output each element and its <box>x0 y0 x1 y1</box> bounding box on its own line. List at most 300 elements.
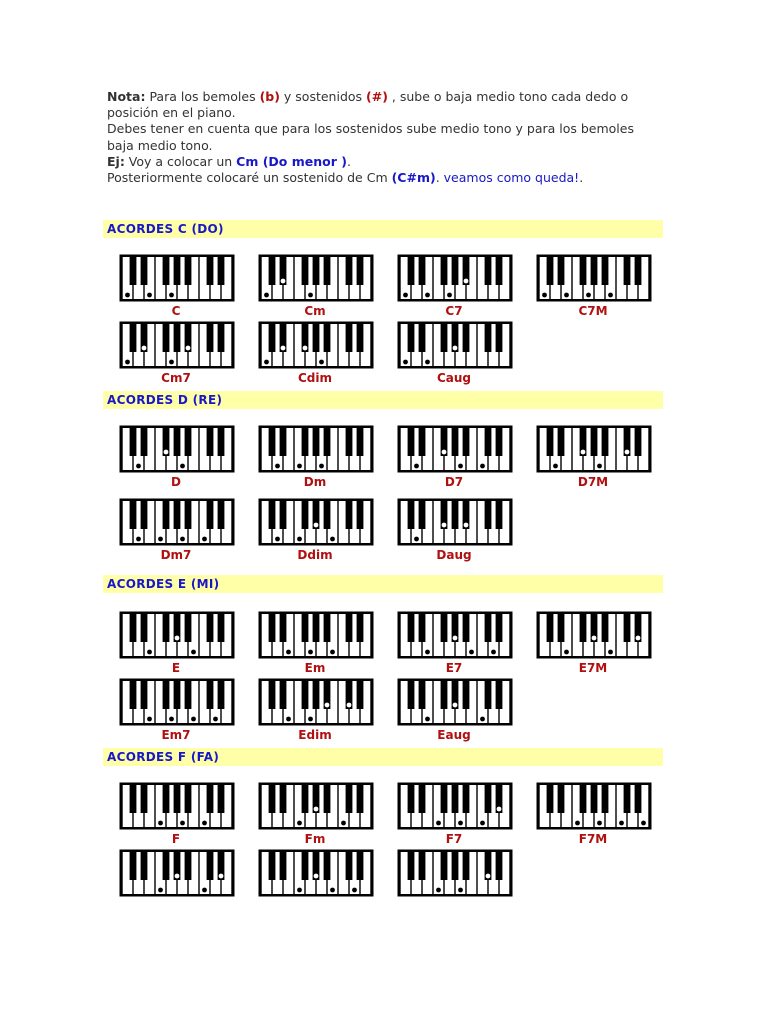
finger-dot <box>202 821 207 826</box>
black-key <box>280 681 287 709</box>
keyboard-diagram <box>119 611 235 659</box>
finger-dot <box>597 464 602 469</box>
black-key <box>280 428 287 456</box>
black-key <box>419 501 426 529</box>
black-key <box>441 681 448 709</box>
black-key <box>346 428 353 456</box>
chord-name: Em <box>304 661 326 675</box>
finger-dot <box>480 717 485 722</box>
chord-name: D <box>171 475 181 489</box>
black-key <box>346 257 353 285</box>
black-key <box>302 785 309 813</box>
black-key <box>324 852 331 880</box>
finger-dot <box>136 464 141 469</box>
black-key <box>218 785 225 813</box>
finger-dot <box>147 650 152 655</box>
black-key <box>269 852 276 880</box>
chord-name: F7 <box>445 832 463 846</box>
finger-dot <box>180 464 185 469</box>
black-key <box>463 852 470 880</box>
finger-dot <box>447 293 452 298</box>
keyboard-diagram <box>119 849 235 897</box>
black-key <box>408 324 415 352</box>
black-key <box>452 501 459 529</box>
black-key <box>558 428 565 456</box>
black-key <box>313 324 320 352</box>
black-key <box>163 852 170 880</box>
finger-dot <box>142 346 147 351</box>
black-key <box>218 614 225 642</box>
chord-name: Dm <box>303 475 327 489</box>
chord-diagram <box>256 498 374 562</box>
chord-diagram <box>117 254 235 318</box>
black-key <box>346 324 353 352</box>
black-key <box>130 614 137 642</box>
finger-dot <box>469 650 474 655</box>
black-key <box>408 785 415 813</box>
finger-dot <box>625 450 630 455</box>
chord-diagram <box>395 321 513 385</box>
finger-dot <box>414 537 419 542</box>
finger-dot <box>175 636 180 641</box>
black-key <box>485 681 492 709</box>
keyboard-diagram <box>119 254 235 302</box>
black-key <box>419 428 426 456</box>
black-key <box>174 501 181 529</box>
chord-diagram <box>256 254 374 318</box>
finger-dot <box>125 360 130 365</box>
section-header: ACORDES F (FA) <box>103 748 663 766</box>
chord-diagram <box>117 425 235 489</box>
keyboard-diagram <box>536 254 652 302</box>
black-key <box>130 324 137 352</box>
chord-name: Em7 <box>161 728 191 742</box>
finger-dot <box>314 807 319 812</box>
keyboard-diagram <box>258 849 374 897</box>
finger-dot <box>453 703 458 708</box>
finger-dot <box>347 703 352 708</box>
cm-example: Cm (Do menor ) <box>236 153 347 169</box>
finger-dot <box>330 888 335 893</box>
finger-dot <box>542 293 547 298</box>
black-key <box>163 681 170 709</box>
section-header: ACORDES D (RE) <box>103 391 663 409</box>
intro-line-4: baja medio tono. <box>107 137 213 153</box>
keyboard-diagram <box>119 321 235 369</box>
intro-text-5c: . <box>346 153 351 169</box>
chord-diagram <box>395 254 513 318</box>
finger-dot <box>158 821 163 826</box>
black-key <box>602 257 609 285</box>
chord-name: C7 <box>445 304 463 318</box>
keyboard-diagram <box>397 498 513 546</box>
black-key <box>207 501 214 529</box>
black-key <box>207 785 214 813</box>
finger-dot <box>636 636 641 641</box>
chord-diagram <box>256 611 374 675</box>
finger-dot <box>330 650 335 655</box>
black-key <box>324 614 331 642</box>
black-key <box>141 614 148 642</box>
black-key <box>419 852 426 880</box>
finger-dot <box>297 464 302 469</box>
black-key <box>130 681 137 709</box>
black-key <box>141 785 148 813</box>
chord-name: Cm <box>304 304 326 318</box>
chord-name: E7M <box>578 661 608 675</box>
black-key <box>185 681 192 709</box>
black-key <box>357 257 364 285</box>
chord-diagram <box>117 498 235 562</box>
chord-name: D7M <box>577 475 609 489</box>
black-key <box>419 324 426 352</box>
black-key <box>624 257 631 285</box>
black-key <box>452 428 459 456</box>
chord-diagram <box>395 611 513 675</box>
keyboard-diagram <box>536 782 652 830</box>
keyboard-diagram <box>397 782 513 830</box>
finger-dot <box>491 650 496 655</box>
section-header: ACORDES C (DO) <box>103 220 663 238</box>
black-key <box>408 428 415 456</box>
chord-name: Eaug <box>437 728 471 742</box>
intro-line-2: posición en el piano. <box>107 105 236 121</box>
keyboard-diagram <box>258 425 374 473</box>
black-key <box>463 324 470 352</box>
intro-text <box>107 89 667 186</box>
black-key <box>302 257 309 285</box>
black-key <box>496 428 503 456</box>
chord-name: Cdim <box>297 371 332 385</box>
finger-dot <box>286 717 291 722</box>
keyboard-diagram <box>258 678 374 726</box>
finger-dot <box>564 293 569 298</box>
black-key <box>463 785 470 813</box>
black-key <box>591 428 598 456</box>
chord-diagram <box>256 425 374 489</box>
finger-dot <box>564 650 569 655</box>
intro-text-6c: . <box>435 170 444 186</box>
chord-diagram <box>256 782 374 846</box>
finger-dot <box>164 450 169 455</box>
finger-dot <box>213 717 218 722</box>
finger-dot <box>297 821 302 826</box>
black-key <box>591 257 598 285</box>
black-key <box>408 852 415 880</box>
black-key <box>163 324 170 352</box>
finger-dot <box>458 464 463 469</box>
black-key <box>141 257 148 285</box>
finger-dot <box>486 874 491 879</box>
black-key <box>207 614 214 642</box>
black-key <box>346 785 353 813</box>
chord-diagram <box>117 782 235 846</box>
black-key <box>547 614 554 642</box>
chord-name: F7M <box>578 832 608 846</box>
black-key <box>357 614 364 642</box>
black-key <box>130 852 137 880</box>
black-key <box>207 257 214 285</box>
black-key <box>218 257 225 285</box>
finger-dot <box>180 537 185 542</box>
finger-dot <box>641 821 646 826</box>
black-key <box>174 324 181 352</box>
black-key <box>441 257 448 285</box>
black-key <box>280 852 287 880</box>
chord-diagram <box>395 849 513 913</box>
chord-diagram <box>117 321 235 385</box>
black-key <box>280 501 287 529</box>
chord-name: Ddim <box>297 548 333 562</box>
black-key <box>485 257 492 285</box>
black-key <box>207 852 214 880</box>
black-key <box>280 614 287 642</box>
black-key <box>324 257 331 285</box>
keyboard-diagram <box>119 782 235 830</box>
black-key <box>185 428 192 456</box>
finger-dot <box>297 888 302 893</box>
chord-diagram <box>117 849 235 913</box>
intro-text-1a: Para los bemoles <box>145 89 260 104</box>
keyboard-diagram <box>258 782 374 830</box>
finger-dot <box>169 717 174 722</box>
black-key <box>163 614 170 642</box>
chord-diagram <box>395 782 513 846</box>
black-key <box>174 257 181 285</box>
black-key <box>408 501 415 529</box>
finger-dot <box>581 450 586 455</box>
black-key <box>452 785 459 813</box>
black-key <box>130 785 137 813</box>
intro-line-1 <box>107 89 667 105</box>
black-key <box>635 257 642 285</box>
flat-symbol: (b) <box>259 89 280 104</box>
nota-label: Nota: <box>107 89 146 104</box>
finger-dot <box>191 717 196 722</box>
black-key <box>624 785 631 813</box>
chord-diagram <box>534 254 652 318</box>
chord-name: Cm7 <box>161 371 191 385</box>
black-key <box>357 785 364 813</box>
chord-diagram <box>256 321 374 385</box>
black-key <box>441 324 448 352</box>
black-key <box>185 501 192 529</box>
black-key <box>496 257 503 285</box>
black-key <box>357 501 364 529</box>
keyboard-diagram <box>397 321 513 369</box>
finger-dot <box>264 360 269 365</box>
finger-dot <box>442 523 447 528</box>
chord-diagram <box>534 611 652 675</box>
black-key <box>346 852 353 880</box>
black-key <box>419 681 426 709</box>
finger-dot <box>186 346 191 351</box>
sharp-symbol: (#) <box>366 89 388 104</box>
black-key <box>324 428 331 456</box>
black-key <box>313 257 320 285</box>
finger-dot <box>314 874 319 879</box>
finger-dot <box>147 293 152 298</box>
black-key <box>302 501 309 529</box>
chord-diagram <box>395 425 513 489</box>
black-key <box>174 428 181 456</box>
chord-name: E7 <box>445 661 463 675</box>
finger-dot <box>325 703 330 708</box>
keyboard-diagram <box>397 425 513 473</box>
finger-dot <box>175 874 180 879</box>
keyboard-diagram <box>397 678 513 726</box>
chord-diagram <box>117 611 235 675</box>
keyboard-diagram <box>258 611 374 659</box>
finger-dot <box>425 650 430 655</box>
chord-diagram <box>395 498 513 562</box>
section-header: ACORDES E (MI) <box>103 575 663 593</box>
black-key <box>302 428 309 456</box>
intro-line-5 <box>107 154 667 170</box>
black-key <box>218 501 225 529</box>
keyboard-diagram <box>119 425 235 473</box>
finger-dot <box>480 464 485 469</box>
black-key <box>130 257 137 285</box>
black-key <box>163 785 170 813</box>
black-key <box>313 428 320 456</box>
intro-line-3: Debes tener en cuenta que para los sostenidos sube medio tono y para los bemoles <box>107 121 634 137</box>
black-key <box>357 324 364 352</box>
finger-dot <box>553 464 558 469</box>
black-key <box>496 324 503 352</box>
chord-name: Caug <box>436 371 472 385</box>
finger-dot <box>425 293 430 298</box>
black-key <box>313 681 320 709</box>
black-key <box>496 681 503 709</box>
finger-dot <box>169 293 174 298</box>
black-key <box>580 785 587 813</box>
chord-name: Dm7 <box>160 548 192 562</box>
chord-name: C7M <box>578 304 608 318</box>
chord-diagram <box>534 425 652 489</box>
black-key <box>441 614 448 642</box>
finger-dot <box>308 650 313 655</box>
black-key <box>141 681 148 709</box>
black-key <box>441 785 448 813</box>
csharpm-example: (C#m) <box>391 170 436 186</box>
black-key <box>324 785 331 813</box>
chord-name: E <box>171 661 181 675</box>
black-key <box>302 852 309 880</box>
chord-diagram <box>395 678 513 742</box>
black-key <box>324 501 331 529</box>
black-key <box>496 501 503 529</box>
black-key <box>302 681 309 709</box>
finger-dot <box>619 821 624 826</box>
black-key <box>357 681 364 709</box>
black-key <box>207 428 214 456</box>
finger-dot <box>403 360 408 365</box>
finger-dot <box>281 279 286 284</box>
black-key <box>163 257 170 285</box>
finger-dot <box>497 807 502 812</box>
black-key <box>496 614 503 642</box>
intro-text-6e: . <box>579 170 584 186</box>
chord-name: C <box>171 304 181 318</box>
finger-dot <box>575 821 580 826</box>
keyboard-diagram <box>258 498 374 546</box>
finger-dot <box>608 293 613 298</box>
black-key <box>558 257 565 285</box>
finger-dot <box>219 874 224 879</box>
black-key <box>485 324 492 352</box>
black-key <box>218 428 225 456</box>
black-key <box>357 428 364 456</box>
black-key <box>635 785 642 813</box>
black-key <box>463 614 470 642</box>
black-key <box>635 428 642 456</box>
finger-dot <box>586 293 591 298</box>
black-key <box>185 257 192 285</box>
black-key <box>141 501 148 529</box>
black-key <box>324 324 331 352</box>
black-key <box>485 785 492 813</box>
black-key <box>580 257 587 285</box>
black-key <box>463 428 470 456</box>
black-key <box>408 257 415 285</box>
black-key <box>463 681 470 709</box>
finger-dot <box>191 650 196 655</box>
finger-dot <box>436 821 441 826</box>
finger-dot <box>314 523 319 528</box>
finger-dot <box>480 821 485 826</box>
keyboard-diagram <box>119 498 235 546</box>
keyboard-diagram <box>536 611 652 659</box>
black-key <box>346 501 353 529</box>
finger-dot <box>453 346 458 351</box>
chord-name: Edim <box>298 728 332 742</box>
finger-dot <box>308 717 313 722</box>
finger-dot <box>352 888 357 893</box>
intro-text-1c: y sostenidos <box>279 89 367 104</box>
black-key <box>602 428 609 456</box>
black-key <box>218 681 225 709</box>
finger-dot <box>442 450 447 455</box>
keyboard-diagram <box>258 321 374 369</box>
finger-dot <box>297 537 302 542</box>
keyboard-diagram <box>536 425 652 473</box>
chord-diagram <box>117 678 235 742</box>
finger-dot <box>281 346 286 351</box>
finger-dot <box>275 464 280 469</box>
black-key <box>441 852 448 880</box>
black-key <box>269 681 276 709</box>
black-key <box>419 257 426 285</box>
black-key <box>130 501 137 529</box>
finger-dot <box>458 821 463 826</box>
black-key <box>141 852 148 880</box>
black-key <box>302 614 309 642</box>
finger-dot <box>458 888 463 893</box>
black-key <box>547 428 554 456</box>
intro-line-6 <box>107 170 667 186</box>
black-key <box>485 501 492 529</box>
black-key <box>452 257 459 285</box>
finger-dot <box>425 717 430 722</box>
black-key <box>408 681 415 709</box>
black-key <box>280 785 287 813</box>
black-key <box>580 614 587 642</box>
black-key <box>269 428 276 456</box>
black-key <box>269 501 276 529</box>
keyboard-diagram <box>397 254 513 302</box>
finger-dot <box>202 537 207 542</box>
